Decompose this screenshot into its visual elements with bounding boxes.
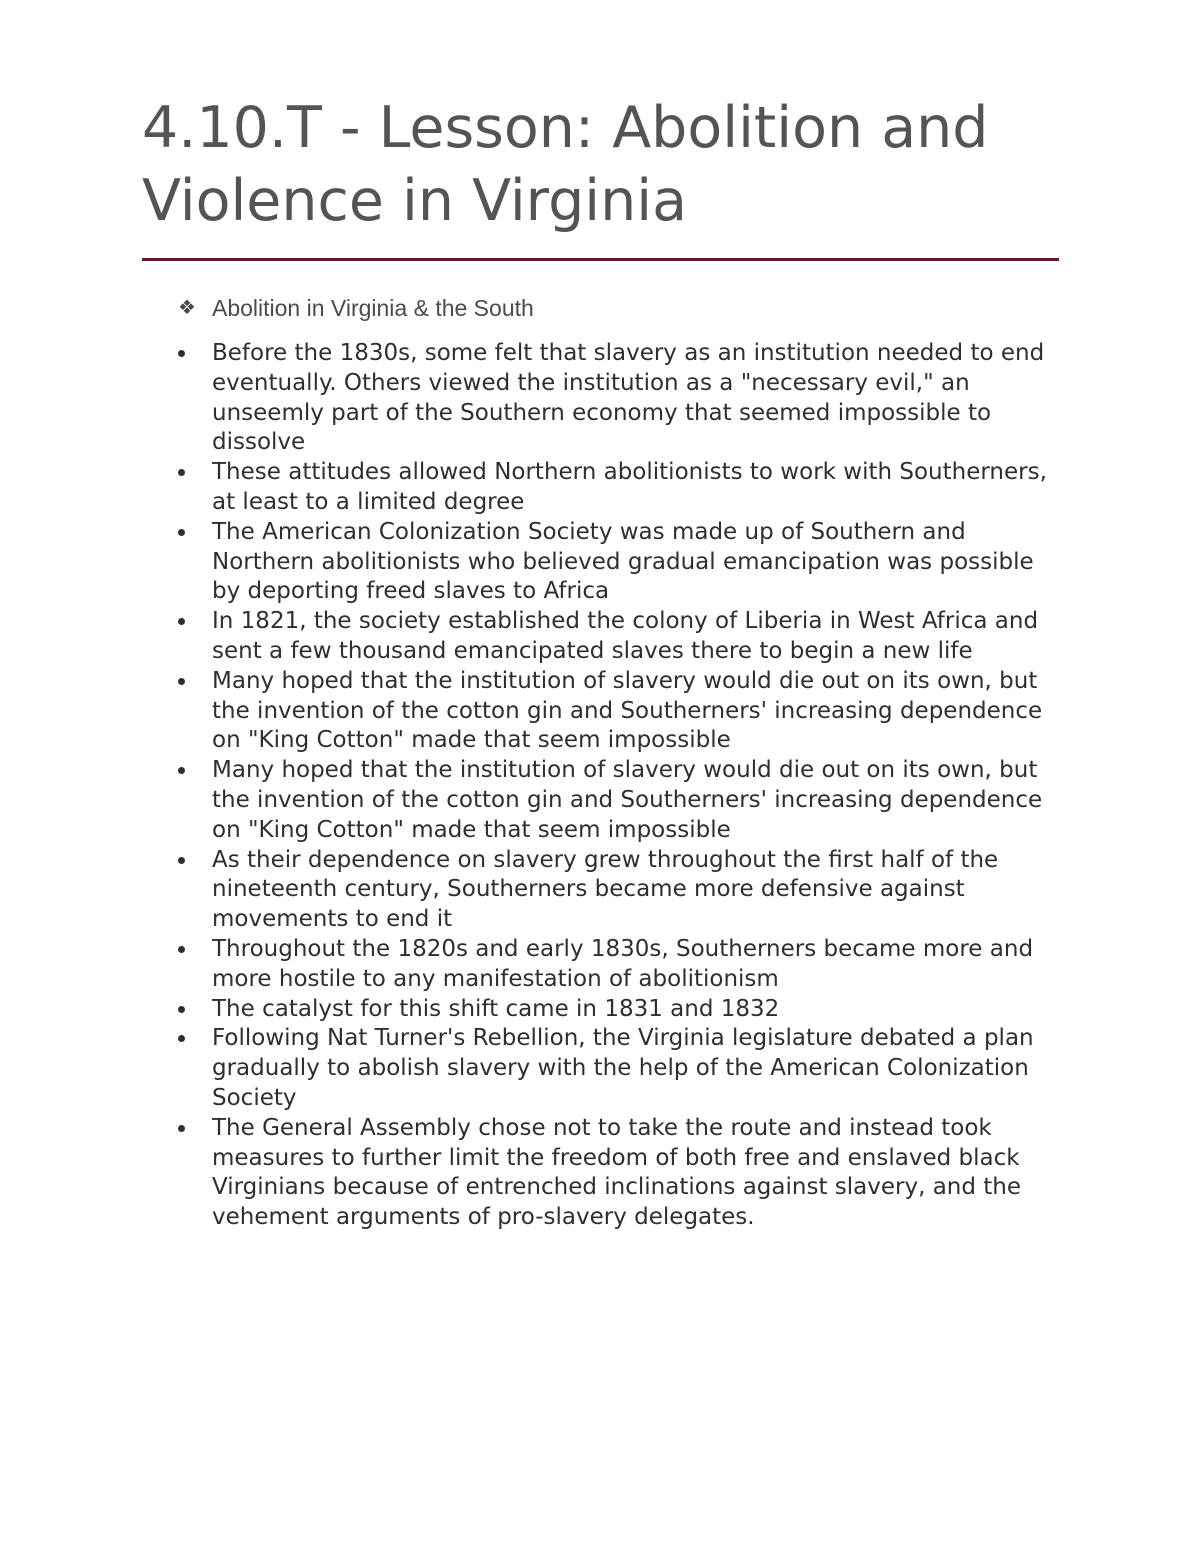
list-item-text: Many hoped that the institution of slavery would die out on its own, but the invention of the cotton gin and Southerners' increasing dependence on "King Cotton" made that seem impossible [212, 757, 1043, 843]
list-item [178, 1114, 1058, 1233]
list-item [178, 458, 1058, 518]
list-item-text: Throughout the 1820s and early 1830s, Southerners became more and more hostile to any manifestation of abolitionism [212, 935, 1034, 992]
list-item [178, 339, 1058, 458]
page-title: 4.10.T - Lesson: Abolition and Violence in Virginia [142, 95, 989, 234]
list-item [178, 667, 1058, 756]
bullet-list [178, 339, 1058, 1233]
list-item-text: These attitudes allowed Northern abolitionists to work with Southerners, at least to a limited degree [212, 459, 1047, 515]
list-item-text: Many hoped that the institution of slavery would die out on its own, but the invention of the cotton gin and Southerners' increasing dependence on "King Cotton" made that seem impossible [212, 667, 1043, 754]
bullet-dot [178, 1035, 185, 1042]
list-item [178, 518, 1058, 607]
list-item-text: Before the 1830s, some felt that slavery as an institution needed to end eventually. Others viewed the institution as a "necessary evil," an unseemly part of the Southern economy that seemed impossible to dissolve [212, 340, 1045, 456]
list-item-text: Following Nat Turner's Rebellion, the Virginia legislature debated a plan gradually to abolish slavery with the help of the American Colonization Society [212, 1025, 1034, 1111]
list-item [178, 607, 1058, 667]
bullet-dot [178, 767, 185, 774]
list-item [178, 846, 1058, 935]
bullet-dot [178, 350, 185, 357]
bullet-dot [178, 529, 185, 536]
list-item [178, 995, 1058, 1025]
list-item-text: The General Assembly chose not to take the route and instead took measures to further limit the freedom of both free and enslaved black Virginians because of entrenched inclinations against slavery, and the vehement arguments of pro-slavery delegates. [212, 1114, 1022, 1231]
bullet-dot [178, 1006, 185, 1013]
list-item-text: The American Colonization Society was made up of Southern and Northern abolitionists who believed gradual emancipation was possible by deporting freed slaves to Africa [212, 518, 1034, 605]
diamond-four-point-icon: ❖ [178, 297, 196, 319]
bullet-dot [178, 469, 185, 476]
bullet-dot [178, 1125, 185, 1132]
list-item [178, 1024, 1058, 1113]
list-item-text: In 1821, the society established the colony of Liberia in West Africa and sent a few thousand emancipated slaves there to begin a new life [212, 608, 1039, 664]
list-item [178, 935, 1058, 995]
bullet-dot [178, 678, 185, 685]
bullet-dot [178, 946, 185, 953]
section-heading-label: Abolition in Virginia & the South [212, 295, 534, 321]
bullet-dot [178, 857, 185, 864]
list-item-text: As their dependence on slavery grew throughout the first half of the nineteenth century, Southerners became more defensive against movements to end it [212, 846, 999, 933]
list-item-text: The catalyst for this shift came in 1831 and 1832 [212, 995, 780, 1022]
section-heading [178, 292, 534, 324]
list-item [178, 756, 1058, 845]
title-divider [142, 258, 1059, 261]
bullet-dot [178, 618, 185, 625]
